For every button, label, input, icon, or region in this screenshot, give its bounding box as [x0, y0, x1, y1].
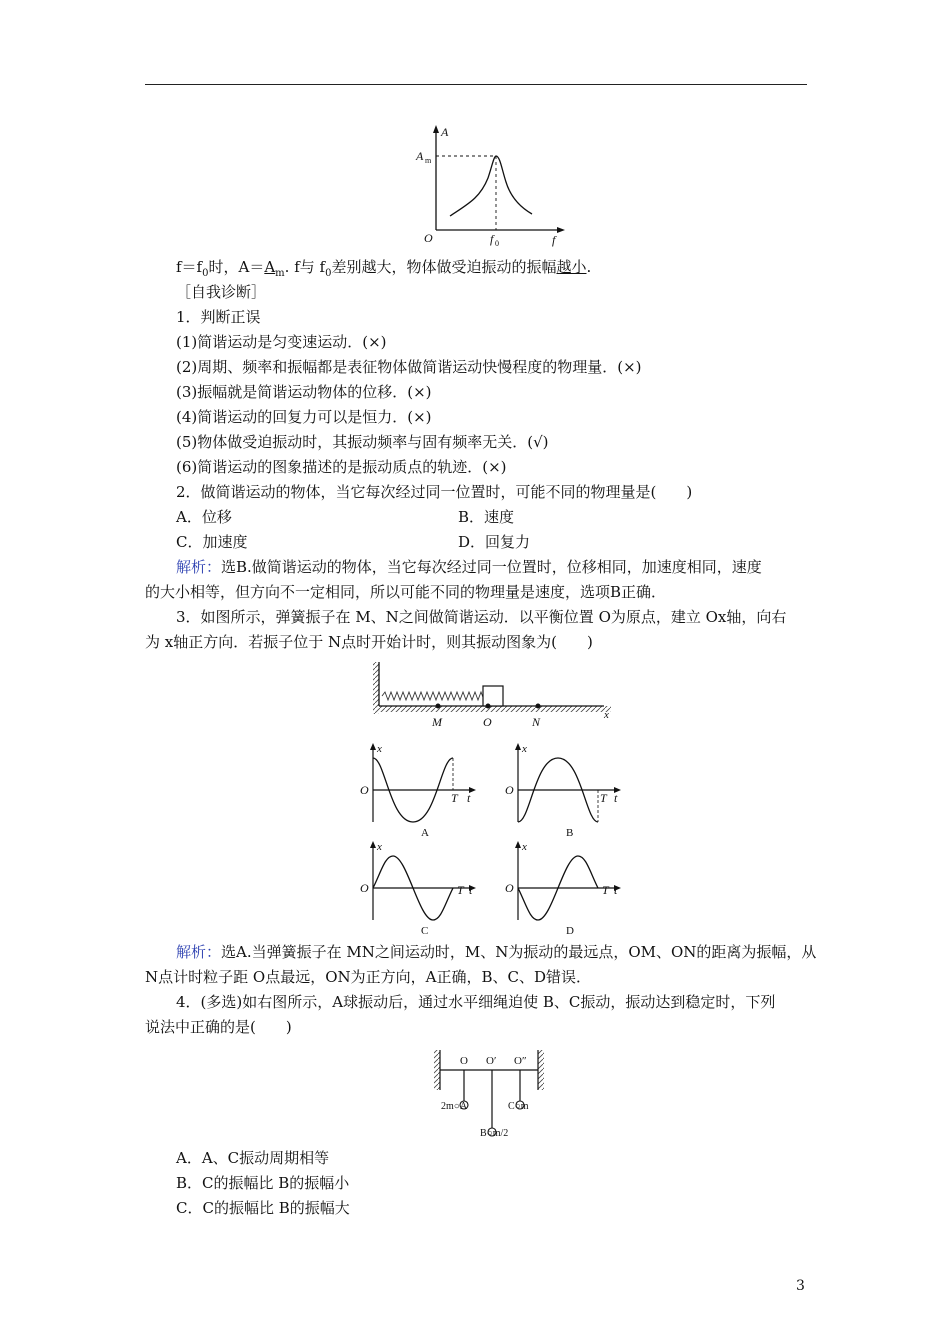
graph-c-x-label: x	[377, 841, 382, 853]
spring-label-n: N	[532, 715, 541, 729]
vibration-graph-a	[355, 740, 485, 840]
q2-analysis: 解析：选B.做简谐运动的物体，当它每次经过同一位置时，位移相同，加速度相同，速度	[176, 558, 762, 576]
vibration-graph-c	[355, 838, 485, 938]
graph-a-x-label: x	[377, 743, 382, 755]
q4-stem: 4．(多选)如右图所示，A球振动后，通过水平细绳迫使 B、C振动，振动达到稳定时，下列	[176, 993, 776, 1011]
spring-label-o: O	[483, 715, 492, 729]
resonance-origin: O	[424, 231, 433, 245]
graph-b-x-label: x	[522, 743, 527, 755]
analysis-label: 解析：	[176, 943, 222, 961]
graph-b-origin: O	[505, 783, 514, 797]
resonance-f0-sub: 0	[495, 239, 499, 248]
q2-stem: 2．做简谐运动的物体，当它每次经过同一位置时，可能不同的物理量是( )	[176, 483, 693, 501]
q2-option-row-1	[176, 506, 838, 528]
pendulum-figure	[428, 1044, 553, 1144]
resonance-y-label: A	[441, 125, 449, 139]
q2-option-d: D．回复力	[458, 533, 531, 551]
graph-d-origin: O	[505, 881, 514, 895]
graph-a-t-label: t	[467, 791, 471, 805]
graph-d-x-label: x	[522, 841, 527, 853]
page-number: 3	[796, 1278, 805, 1294]
q1-item: (2)周期、频率和振幅都是表征物体做简谐运动快慢程度的物理量．(×)	[176, 358, 642, 376]
graph-a-origin: O	[360, 783, 369, 797]
resonance-f0-label: f	[490, 232, 494, 246]
q1-item: (5)物体做受迫振动时，其振动频率与固有频率无关．(√)	[176, 433, 549, 451]
graph-a-caption: A	[421, 827, 429, 839]
q3-analysis: 解析：选A.当弹簧振子在 MN之间运动时，M、N为振动的最远点，OM、ON的距离为振幅，从	[176, 943, 817, 961]
q3-stem-cont: 为 x轴正方向．若振子位于 N点时开始计时，则其振动图象为( )	[145, 633, 593, 651]
q3-stem: 3．如图所示，弹簧振子在 M、N之间做简谐运动．以平衡位置 O为原点，建立 Ox轴，向右	[176, 608, 787, 626]
q2-option-b: B．速度	[458, 508, 515, 526]
q2-option-a: A．位移	[176, 508, 232, 526]
q1-stem: 1．判断正误	[176, 308, 261, 326]
pendulum-label-o: O	[460, 1055, 468, 1067]
pendulum-label-o2: O″	[514, 1055, 527, 1067]
graph-b-period: T	[600, 791, 607, 805]
vibration-graph-d	[500, 838, 630, 938]
resonance-peak-sub: m	[425, 156, 432, 165]
header-rule	[145, 84, 807, 85]
spring-label-x: x	[604, 709, 609, 721]
q2-option-c: C．加速度	[176, 533, 248, 551]
q3-analysis-cont: N点计时粒子距 O点最远，ON为正方向，A正确，B、C、D错误．	[145, 968, 591, 986]
pendulum-label-c: C○m	[508, 1101, 529, 1112]
pendulum-label-b: B○m/2	[480, 1128, 509, 1139]
q1-item: (6)简谐运动的图象描述的是振动质点的轨迹．(×)	[176, 458, 507, 476]
graph-c-period: T	[457, 883, 464, 897]
q4-option-c: C．C的振幅比 B的振幅大	[176, 1199, 350, 1217]
resonance-curve-figure	[410, 120, 580, 248]
q4-stem-cont: 说法中正确的是( )	[145, 1018, 292, 1036]
pendulum-label-a: 2m○A	[441, 1101, 468, 1112]
q1-item: (4)简谐运动的回复力可以是恒力．(×)	[176, 408, 432, 426]
resonance-peak-label: A	[416, 149, 424, 163]
q1-item: (3)振幅就是简谐运动物体的位移．(×)	[176, 383, 432, 401]
q4-option-b: B．C的振幅比 B的振幅小	[176, 1174, 350, 1192]
q1-item: (1)简谐运动是匀变速运动．(×)	[176, 333, 387, 351]
resonance-x-label: f	[552, 233, 556, 247]
blank-answer-smaller: 越小	[556, 258, 587, 276]
q4-option-a: A．A、C振动周期相等	[176, 1149, 330, 1167]
graph-c-caption: C	[421, 925, 429, 937]
analysis-label: 解析：	[176, 558, 222, 576]
graph-c-t-label: t	[469, 883, 473, 897]
graph-c-origin: O	[360, 881, 369, 895]
spring-oscillator-figure	[370, 658, 620, 734]
vibration-graph-b	[500, 740, 630, 840]
graph-b-t-label: t	[614, 791, 618, 805]
graph-a-period: T	[451, 791, 458, 805]
q2-option-row-2	[176, 531, 838, 553]
pendulum-label-o1: O′	[486, 1055, 497, 1067]
graph-d-period: T	[602, 883, 609, 897]
graph-d-caption: D	[566, 925, 574, 937]
spring-label-m: M	[432, 715, 442, 729]
self-check-title: ［自我诊断］	[176, 283, 267, 301]
q2-analysis-cont: 的大小相等，但方向不一定相同，所以可能不同的物理量是速度，选项B正确．	[145, 583, 667, 601]
graph-d-t-label: t	[614, 883, 618, 897]
blank-answer-amplitude: $A_m$	[264, 258, 285, 279]
resonance-description: $f=f_0$时，$A=A_m$. f与 $f_0$差别越大，物体做受迫振动的振幅越小.	[176, 258, 592, 279]
graph-b-caption: B	[566, 827, 574, 839]
